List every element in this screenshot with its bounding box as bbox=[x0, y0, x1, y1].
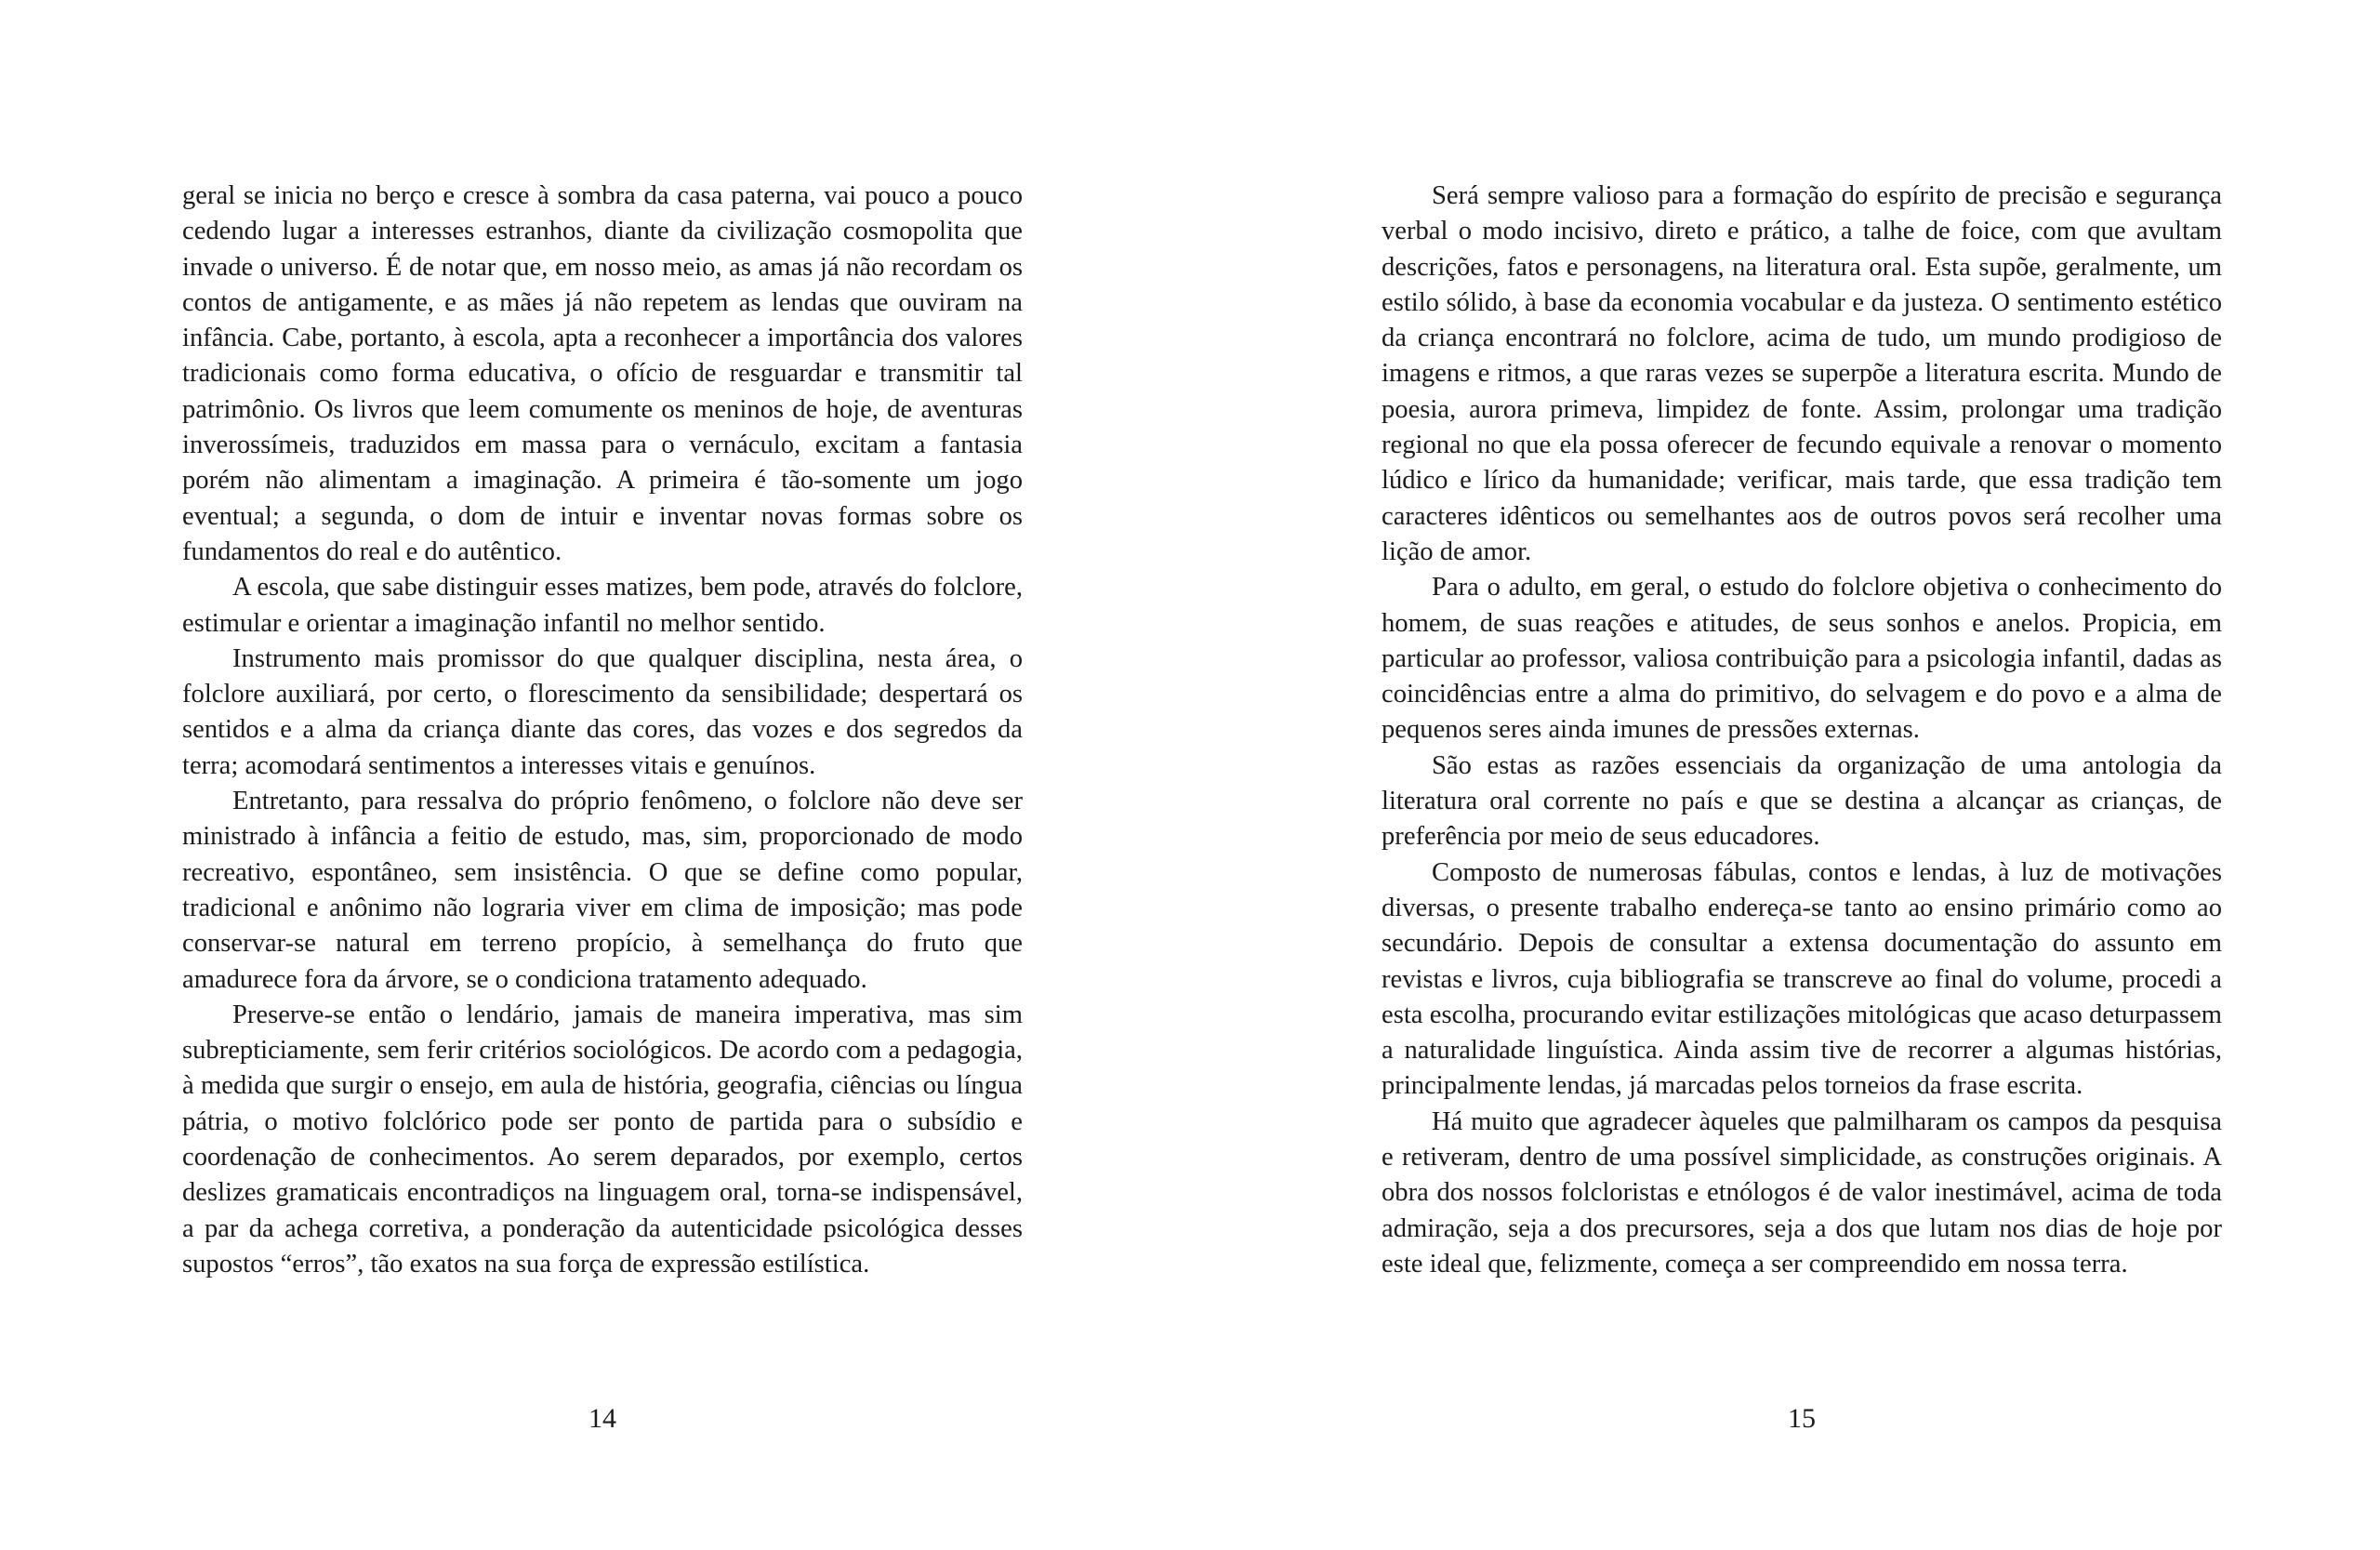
left-page bbox=[182, 179, 1023, 1282]
paragraph: Instrumento mais promissor do que qualquer disciplina, nesta área, o folclore auxiliará, por certo, o florescimento da sensibilidade; despertará os sentidos e a alma da criança diante das cores, das vozes e dos segredos da terra; acomodará sentimentos a interesses vitais e genuínos. bbox=[182, 643, 1023, 780]
paragraph: A escola, que sabe distinguir esses matizes, bem pode, através do folclore, estimular e orientar a imaginação infantil no melhor sentido. bbox=[182, 573, 1023, 638]
right-page bbox=[1382, 179, 2222, 1282]
paragraph: geral se inicia no berço e cresce à sombra da casa paterna, vai pouco a pouco cedendo lugar a interesses estranhos, diante da civilização cosmopolita que invade o universo. É de notar que, em nosso meio, as amas já não recordam os contos de antigamente, e as mães já não repetem as lendas que ouviram na infância. Cabe, portanto, à escola, apta a reconhecer a importância dos valores tradicionais como forma educativa, o ofício de resguardar e transmitir tal patrimônio. Os livros que leem comumente os meninos de hoje, de aventuras inverossímeis, traduzidos em massa para o vernáculo, excitam a fantasia porém não alimentam a imaginação. A primeira é tão-somente um jogo eventual; a segunda, o dom de intuir e inventar novas formas sobre os fundamentos do real e do autêntico. bbox=[182, 181, 1023, 566]
left-page-text bbox=[182, 179, 1023, 1282]
paragraph: Será sempre valioso para a formação do espírito de precisão e segurança verbal o modo incisivo, direto e prático, a talhe de foice, com que avultam descrições, fatos e personagens, na literatura oral. Esta supõe, geralmente, um estilo sólido, à base da economia vocabular e da justeza. O sentimento estético da criança encontrará no folclore, acima de tudo, um mundo prodigioso de imagens e ritmos, a que raras vezes se superpõe a literatura escrita. Mundo de poesia, aurora primeva, limpidez de fonte. Assim, prolongar uma tradição regional no que ela possa oferecer de fecundo equivale a renovar o momento lúdico e lírico da humanidade; verificar, mais tarde, que essa tradição tem caracteres idênticos ou semelhantes aos de outros povos será recolher uma lição de amor. bbox=[1382, 181, 2222, 566]
paragraph: Preserve-se então o lendário, jamais de maneira imperativa, mas sim subrepticiamente, sem ferir critérios sociológicos. De acordo com a pedagogia, à medida que surgir o ensejo, em aula de história, geografia, ciências ou língua pátria, o motivo folclórico pode ser ponto de partida para o subsídio e coordenação de conhecimentos. Ao serem deparados, por exemplo, certos deslizes gramaticais encontradiços na linguagem oral, torna-se indispensável, a par da achega corretiva, a ponderação da autenticidade psicológica desses supostos “erros”, tão exatos na sua força de expressão estilística. bbox=[182, 1000, 1023, 1278]
paragraph: Para o adulto, em geral, o estudo do folclore objetiva o conhecimento do homem, de suas reações e atitudes, de seus sonhos e anelos. Propicia, em particular ao professor, valiosa contribuição para a psicologia infantil, dadas as coincidências entre a alma do primitivo, do selvagem e do povo e a alma de pequenos seres ainda imunes de pressões externas. bbox=[1382, 573, 2222, 745]
right-page-text bbox=[1382, 179, 2222, 1282]
page-number-left: 14 bbox=[588, 1403, 616, 1434]
paragraph: Composto de numerosas fábulas, contos e lendas, à luz de motivações diversas, o presente trabalho endereça-se tanto ao ensino primário como ao secundário. Depois de consultar a extensa documentação do assunto em revistas e livros, cuja bibliografia se transcreve ao final do volume, procedi a esta escolha, procurando evitar estilizações mitológicas que acaso deturpassem a naturalidade linguística. Ainda assim tive de recorrer a algumas histórias, principalmente lendas, já marcadas pelos torneios da frase escrita. bbox=[1382, 857, 2222, 1101]
paragraph: São estas as razões essenciais da organização de uma antologia da literatura oral corrente no país e que se destina a alcançar as crianças, de preferência por meio de seus educadores. bbox=[1382, 750, 2222, 852]
page-number-right: 15 bbox=[1788, 1403, 1816, 1434]
paragraph: Entretanto, para ressalva do próprio fenômeno, o folclore não deve ser ministrado à infância a feitio de estudo, mas, sim, proporcionado de modo recreativo, espontâneo, sem insistência. O que se define como popular, tradicional e anônimo não lograria viver em clima de imposição; mas pode conservar-se natural em terreno propício, à semelhança do fruto que amadurece fora da árvore, se o condiciona tratamento adequado. bbox=[182, 787, 1023, 994]
paragraph: Há muito que agradecer àqueles que palmilharam os campos da pesquisa e retiveram, dentro de uma possível simplicidade, as construções originais. A obra dos nossos folcloristas e etnólogos é de valor inestimável, acima de toda admiração, seja a dos precursores, seja a dos que lutam nos dias de hoje por este ideal que, felizmente, começa a ser compreendido em nossa terra. bbox=[1382, 1106, 2222, 1278]
